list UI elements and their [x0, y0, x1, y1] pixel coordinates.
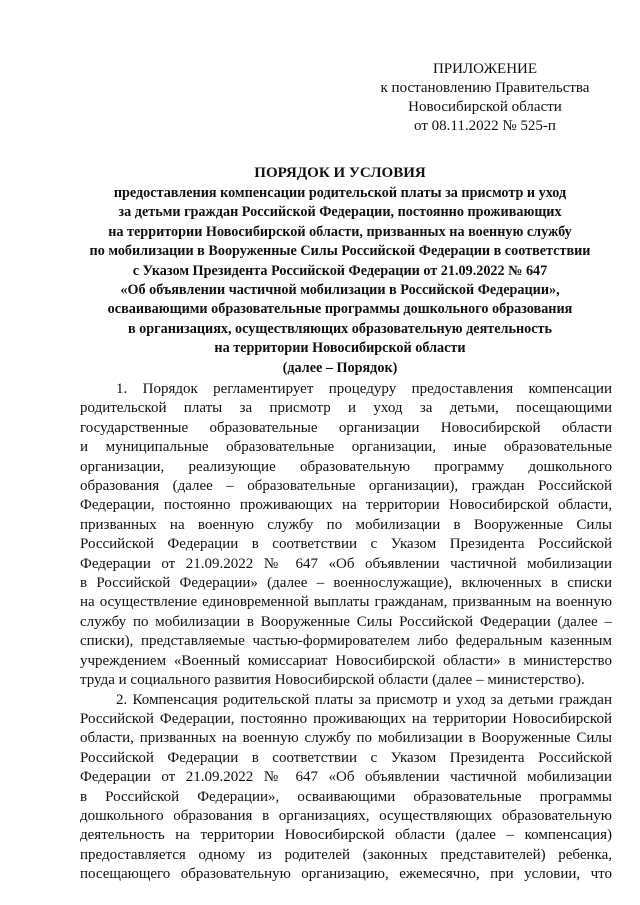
- title-line: на территории Новосибирской области: [214, 340, 466, 357]
- title-line: «Об объявлении частичной мобилизации в Российской Федерации»,: [120, 282, 560, 299]
- paragraph-line: 1. Порядок регламентирует процедуру предоставления компенсации: [116, 381, 612, 397]
- paragraph-line: Российской Федерации в соответствии с Указом Президента Российской: [80, 536, 612, 553]
- title-line: на территории Новосибирской области, призванных на военную службу: [108, 223, 572, 240]
- paragraph-line: Российской Федерации, постоянно проживающих на территории Новосибирской: [80, 710, 612, 727]
- paragraph-line: дошкольного образования в организациях, осуществляющих образовательную: [80, 807, 612, 824]
- document-body: [80, 380, 612, 885]
- annex-date-line: от 08.11.2022 № 525-п: [414, 118, 556, 134]
- annex-block: [380, 60, 590, 136]
- paragraph-line: Федерации от 21.09.2022 № 647 «Об объявлении частичной мобилизации: [80, 769, 612, 786]
- paragraph-1: [80, 380, 612, 691]
- paragraph-2: [80, 691, 612, 885]
- annex-line: к постановлению Правительства: [380, 80, 590, 96]
- paragraph-line: Федерации от 21.09.2022 № 647 «Об объявлении частичной мобилизации: [80, 555, 612, 572]
- title-line: (далее – Порядок): [282, 359, 398, 376]
- title-line: с Указом Президента Российской Федерации от 21.09.2022 № 647: [132, 262, 548, 279]
- paragraph-line: родительской платы за присмотр и уход за детьми, посещающими: [80, 400, 612, 417]
- paragraph-line: образования (далее – образовательные организации), граждан Российской: [80, 478, 612, 495]
- paragraph-line: на осуществление единовременной выплаты гражданам, призванным на военную: [80, 594, 612, 611]
- paragraph-line: деятельность на территории Новосибирской области (далее – компенсация): [80, 827, 612, 844]
- title-line: за детьми граждан Российской Федерации, постоянно проживающих: [118, 204, 562, 221]
- paragraph-line: организации, реализующие образовательную программу дошкольного: [80, 458, 612, 475]
- paragraph-line: службу по мобилизации в Вооруженные Силы Российской Федерации (далее –: [80, 613, 612, 630]
- title-line: по мобилизации в Вооруженные Силы Российской Федерации в соответствии: [89, 243, 591, 260]
- document-title: ПОРЯДОК И УСЛОВИЯ: [254, 165, 426, 181]
- paragraph-line: призванных на военную службу по мобилизации в Вооруженные Силы: [80, 516, 612, 533]
- paragraph-line: и муниципальные образовательные организации, иные образовательные: [80, 439, 612, 456]
- paragraph-line: посещающего образовательную организацию, ежемесячно, при условии, что: [80, 866, 612, 883]
- paragraph-line: в Российской Федерации» (далее – военнослужащие), включенных в списки: [80, 575, 612, 592]
- paragraph-line: 2. Компенсация родительской платы за присмотр и уход за детьми граждан: [116, 691, 612, 708]
- document-title-block: [60, 163, 620, 378]
- paragraph-line: в Российской Федерации», осваивающими образовательные программы: [80, 788, 612, 805]
- annex-heading: ПРИЛОЖЕНИЕ: [432, 61, 538, 77]
- paragraph-line: учреждением «Военный комиссариат Новосибирской области» в министерство: [80, 652, 612, 669]
- paragraph-line: предоставляется одному из родителей (законных представителей) ребенка,: [80, 846, 612, 863]
- paragraph-line: области, призванных на военную службу по мобилизации в Вооруженные Силы: [80, 730, 612, 747]
- paragraph-line: Федерации, постоянно проживающих на территории Новосибирской области,: [80, 497, 612, 514]
- paragraph-line: списки), представляемые частью-формирователем либо федеральным казенным: [80, 633, 612, 650]
- title-line: предоставления компенсации родительской платы за присмотр и уход: [113, 185, 567, 201]
- annex-line: Новосибирской области: [408, 99, 562, 115]
- paragraph-line: Российской Федерации в соответствии с Указом Президента Российской: [80, 749, 612, 766]
- paragraph-line: государственные образовательные организации Новосибирской области: [80, 419, 612, 436]
- title-line: осваивающими образовательные программы дошкольного образования: [107, 301, 573, 318]
- paragraph-line: труда и социального развития Новосибирской области (далее – министерство).: [80, 672, 585, 689]
- title-line: в организациях, осуществляющих образовательную деятельность: [127, 320, 553, 337]
